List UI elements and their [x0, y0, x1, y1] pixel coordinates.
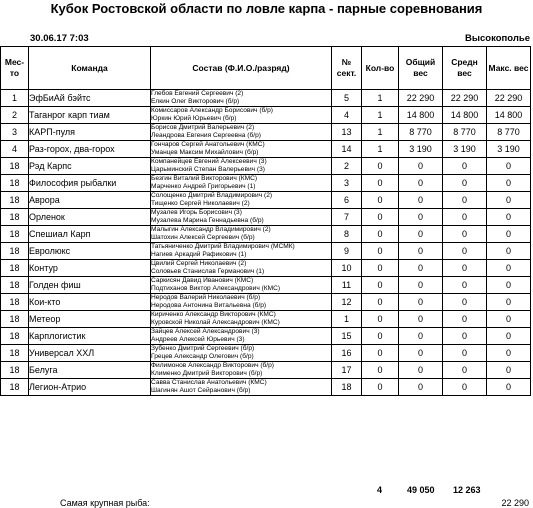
place-cell[interactable]: 18 — [1, 328, 29, 345]
avg-weight-cell[interactable]: 14 800 — [443, 107, 487, 124]
member-name: Царьминский Степан Валерьевич (3) — [151, 166, 265, 173]
table-row — [1, 107, 531, 124]
place-cell[interactable]: 18 — [1, 175, 29, 192]
total-count[interactable]: 4 — [377, 485, 383, 495]
member-name: Безгин Виталий Викторович (КМС) — [151, 175, 258, 182]
avg-weight-cell[interactable]: 3 190 — [443, 141, 487, 158]
place-cell[interactable]: 18 — [1, 362, 29, 379]
team-cell[interactable]: Спешиал Карп — [29, 226, 151, 243]
max-weight-cell[interactable]: 0 — [487, 328, 531, 345]
sector-cell[interactable] — [332, 379, 362, 396]
members-cell[interactable] — [151, 311, 332, 328]
member-name: Куровской Николай Александрович (КМС) — [151, 319, 280, 326]
member-name: Андреев Алексей Юрьевич (3) — [151, 336, 245, 343]
sector-value: 11 — [341, 280, 352, 290]
member-name: Юркин Юрий Юрьевич (б/р) — [151, 115, 237, 122]
members-cell[interactable] — [151, 90, 332, 107]
member-name: Шагинян Ашот Сейранович (б/р) — [151, 387, 251, 394]
member-name: Цвилий Сергей Николаевич (2) — [151, 260, 247, 267]
member-name: Зубенко Дмитрий Сергеевич (б/р) — [151, 345, 255, 352]
sector-value: 8 — [343, 229, 349, 239]
member-name: Марченко Андрей Григорьевич (1) — [151, 183, 256, 190]
member-name: Леандрова Евгения Сергеевна (б/р) — [151, 132, 261, 139]
table-row — [1, 158, 531, 175]
team-cell[interactable]: Философия рыбалки — [29, 175, 151, 192]
total-weight-cell[interactable]: 0 — [399, 175, 443, 192]
table-row — [1, 175, 531, 192]
member-name: Клименко Дмитрий Викторович (б/р) — [151, 370, 263, 377]
team-cell[interactable]: Белуга — [29, 362, 151, 379]
max-weight-cell[interactable]: 0 — [487, 362, 531, 379]
col-header-avg-weight[interactable]: Средн вес — [443, 47, 487, 90]
max-weight-cell[interactable]: 0 — [487, 311, 531, 328]
total-weight-cell[interactable]: 0 — [399, 209, 443, 226]
avg-weight-cell[interactable]: 0 — [443, 226, 487, 243]
avg-weight-cell[interactable]: 0 — [443, 328, 487, 345]
total-weight-cell[interactable]: 0 — [399, 345, 443, 362]
member-name: Кириченко Александр Викторович (КМС) — [151, 311, 276, 318]
max-weight-cell[interactable]: 0 — [487, 192, 531, 209]
avg-weight-cell[interactable]: 22 290 — [443, 90, 487, 107]
avg-weight-cell[interactable]: 0 — [443, 379, 487, 396]
member-name: Елкин Олег Викторович (б/р) — [151, 98, 240, 105]
max-weight-cell[interactable]: 0 — [487, 379, 531, 396]
members-cell[interactable] — [151, 345, 332, 362]
count-cell[interactable]: 0 — [362, 175, 399, 192]
sector-value: 16 — [341, 348, 352, 358]
count-cell[interactable]: 0 — [362, 226, 399, 243]
sector-value: 3 — [343, 178, 349, 188]
team-cell[interactable]: Метеор — [29, 311, 151, 328]
member-name: Борисов Дмитрий Валерьевич (2) — [151, 124, 255, 131]
total-weight-cell[interactable]: 8 770 — [399, 124, 443, 141]
total-weight-cell[interactable]: 0 — [399, 192, 443, 209]
place-cell[interactable]: 18 — [1, 277, 29, 294]
table-row — [1, 345, 531, 362]
table-row — [1, 141, 531, 158]
count-cell[interactable]: 0 — [362, 379, 399, 396]
count-cell[interactable]: 1 — [362, 141, 399, 158]
member-name: Зайцев Алексей Александрович (3) — [151, 328, 260, 335]
max-weight-cell[interactable]: 0 — [487, 226, 531, 243]
sector-cell[interactable] — [332, 209, 362, 226]
sector-value: 12 — [341, 297, 352, 307]
sector-value: 14 — [341, 144, 352, 154]
results-table — [0, 46, 531, 396]
table-row — [1, 226, 531, 243]
sector-value: 17 — [341, 365, 352, 375]
sector-cell[interactable] — [332, 260, 362, 277]
team-cell[interactable]: Голден фиш — [29, 277, 151, 294]
sector-cell[interactable] — [332, 107, 362, 124]
place-cell[interactable]: 3 — [1, 124, 29, 141]
table-row — [1, 124, 531, 141]
avg-weight-cell[interactable]: 0 — [443, 175, 487, 192]
sector-value: 10 — [341, 263, 352, 273]
sector-value: 18 — [341, 382, 352, 392]
avg-weight-cell[interactable]: 8 770 — [443, 124, 487, 141]
member-name: Саркисян Давид Иванович (КМС) — [151, 277, 254, 284]
sector-value: 5 — [343, 93, 349, 103]
sector-cell[interactable] — [332, 294, 362, 311]
avg-weight-cell[interactable]: 0 — [443, 277, 487, 294]
member-name: Уманцев Максим Михайлович (б/р) — [151, 149, 259, 156]
count-cell[interactable]: 0 — [362, 277, 399, 294]
avg-weight-cell[interactable]: 0 — [443, 192, 487, 209]
sector-cell[interactable] — [332, 277, 362, 294]
members-cell[interactable] — [151, 107, 332, 124]
team-cell[interactable]: КАРП-пуля — [29, 124, 151, 141]
sector-cell[interactable] — [332, 192, 362, 209]
team-cell[interactable]: Таганрог карп тиам — [29, 107, 151, 124]
members-cell[interactable] — [151, 175, 332, 192]
member-name: Нагиев Аркадий Рафикович (1) — [151, 251, 247, 258]
max-weight-cell[interactable]: 0 — [487, 260, 531, 277]
max-weight-cell[interactable]: 0 — [487, 277, 531, 294]
table-row — [1, 192, 531, 209]
members-cell[interactable] — [151, 124, 332, 141]
max-weight-cell[interactable]: 3 190 — [487, 141, 531, 158]
total-weight-cell[interactable]: 0 — [399, 294, 443, 311]
member-name: Неродова Антонина Витальевна (б/р) — [151, 302, 267, 309]
table-row — [1, 362, 531, 379]
members-cell[interactable] — [151, 209, 332, 226]
team-cell[interactable]: Рэд Карпс — [29, 158, 151, 175]
team-cell[interactable]: Аврора — [29, 192, 151, 209]
sector-value: 6 — [343, 195, 349, 205]
max-weight-cell[interactable]: 0 — [487, 158, 531, 175]
table-row — [1, 277, 531, 294]
member-name: Глебов Евгений Сергеевич (2) — [151, 90, 244, 97]
count-cell[interactable]: 0 — [362, 243, 399, 260]
sector-value: 1 — [343, 314, 349, 324]
sector-cell[interactable] — [332, 226, 362, 243]
member-name: Подтиханов Виктор Александрович (КМС) — [151, 285, 281, 292]
count-cell[interactable]: 0 — [362, 294, 399, 311]
avg-weight-cell[interactable]: 0 — [443, 209, 487, 226]
sector-cell[interactable] — [332, 175, 362, 192]
members-cell[interactable] — [151, 260, 332, 277]
total-weight-cell[interactable]: 0 — [399, 311, 443, 328]
count-cell[interactable]: 1 — [362, 90, 399, 107]
sector-value: 4 — [343, 110, 349, 120]
members-cell[interactable] — [151, 243, 332, 260]
col-header-total-weight[interactable]: Общий вес — [399, 47, 443, 90]
team-cell[interactable]: Евролюкс — [29, 243, 151, 260]
team-cell[interactable]: Карплогистик — [29, 328, 151, 345]
table-row — [1, 379, 531, 396]
max-weight-cell[interactable]: 0 — [487, 175, 531, 192]
max-weight-cell[interactable]: 0 — [487, 209, 531, 226]
count-cell[interactable]: 0 — [362, 362, 399, 379]
place-cell[interactable]: 18 — [1, 311, 29, 328]
total-weight-cell[interactable]: 0 — [399, 226, 443, 243]
members-cell[interactable] — [151, 294, 332, 311]
total-avg-weight[interactable]: 12 263 — [453, 485, 481, 495]
member-name: Тищенко Сергей Николаевич (2) — [151, 200, 250, 207]
sector-cell[interactable] — [332, 328, 362, 345]
col-header-count[interactable]: Кол-во — [362, 47, 399, 90]
team-cell[interactable]: Кои-кто — [29, 294, 151, 311]
members-cell[interactable] — [151, 226, 332, 243]
sector-cell[interactable] — [332, 362, 362, 379]
sector-value: 7 — [343, 212, 349, 222]
member-name: Неродов Валерий Николаевич (б/р) — [151, 294, 261, 301]
team-cell[interactable]: Контур — [29, 260, 151, 277]
place-cell[interactable]: 18 — [1, 379, 29, 396]
place-cell[interactable]: 2 — [1, 107, 29, 124]
table-row — [1, 243, 531, 260]
total-weight-cell[interactable]: 0 — [399, 158, 443, 175]
count-cell[interactable]: 0 — [362, 209, 399, 226]
member-name: Компанейцев Евгений Алексеевич (3) — [151, 158, 267, 165]
max-weight-cell[interactable]: 8 770 — [487, 124, 531, 141]
place-cell[interactable]: 18 — [1, 158, 29, 175]
members-cell[interactable] — [151, 192, 332, 209]
member-name: Малыгин Александр Владимирович (2) — [151, 226, 271, 233]
header-row — [1, 47, 531, 90]
count-cell[interactable]: 0 — [362, 192, 399, 209]
team-cell[interactable]: Универсал ХХЛ — [29, 345, 151, 362]
sector-value: 15 — [341, 331, 352, 341]
member-name: Шатохин Алексей Сергеевич (б/р) — [151, 234, 255, 241]
max-weight-cell[interactable]: 14 800 — [487, 107, 531, 124]
avg-weight-cell[interactable]: 0 — [443, 362, 487, 379]
sector-cell[interactable] — [332, 311, 362, 328]
sector-cell[interactable] — [332, 158, 362, 175]
total-weight-cell[interactable]: 0 — [399, 277, 443, 294]
place-cell[interactable]: 18 — [1, 243, 29, 260]
team-cell[interactable]: Легион-Атрио — [29, 379, 151, 396]
team-cell[interactable]: Орленок — [29, 209, 151, 226]
team-cell[interactable]: ЭфБиАй бэйтс — [29, 90, 151, 107]
col-header-max-weight[interactable]: Макс. вес — [487, 47, 531, 90]
col-header-members[interactable]: Состав (Ф.И.О./разряд) — [151, 47, 332, 90]
members-cell[interactable] — [151, 277, 332, 294]
member-name: Музалева Марина Геннадьевна (б/р) — [151, 217, 264, 224]
place-cell[interactable]: 18 — [1, 192, 29, 209]
count-cell[interactable]: 0 — [362, 311, 399, 328]
total-weight-cell[interactable]: 0 — [399, 243, 443, 260]
member-name: Солощенко Дмитрий Владимирович (2) — [151, 192, 273, 199]
biggest-fish-label: Самая крупная рыба: — [60, 498, 150, 508]
place-cell[interactable]: 18 — [1, 345, 29, 362]
sector-cell[interactable] — [332, 90, 362, 107]
avg-weight-cell[interactable]: 0 — [443, 294, 487, 311]
total-weight-cell[interactable]: 3 190 — [399, 141, 443, 158]
count-cell[interactable]: 0 — [362, 260, 399, 277]
total-weight-cell[interactable]: 14 800 — [399, 107, 443, 124]
avg-weight-cell[interactable]: 0 — [443, 345, 487, 362]
count-cell[interactable]: 0 — [362, 345, 399, 362]
max-weight-cell[interactable]: 0 — [487, 243, 531, 260]
member-name: Соловьев Станислав Германович (1) — [151, 268, 265, 275]
report-date: 30.06.17 7:03 — [30, 33, 89, 44]
count-cell[interactable]: 0 — [362, 328, 399, 345]
col-header-place[interactable]: Мес-то — [1, 47, 29, 90]
avg-weight-cell[interactable]: 0 — [443, 158, 487, 175]
count-cell[interactable]: 1 — [362, 107, 399, 124]
member-name: Савва Станислав Анатольевич (КМС) — [151, 379, 267, 386]
total-weight-cell[interactable]: 0 — [399, 362, 443, 379]
page-title: Кубок Ростовской области по ловле карпа - парные соревнования — [50, 1, 483, 16]
place-cell[interactable]: 18 — [1, 226, 29, 243]
col-header-team[interactable]: Команда — [29, 47, 151, 90]
member-name: Филимонов Александр Викторович (б/р) — [151, 362, 275, 369]
total-weight-cell[interactable]: 22 290 — [399, 90, 443, 107]
sector-value: 2 — [343, 161, 349, 171]
member-name: Комиссаров Александр Борисович (б/р) — [151, 107, 273, 114]
table-row — [1, 90, 531, 107]
table-row — [1, 328, 531, 345]
place-cell[interactable]: 18 — [1, 294, 29, 311]
total-weight-cell[interactable]: 0 — [399, 379, 443, 396]
member-name: Гончаров Сергей Анатольевич (КМС) — [151, 141, 265, 148]
members-cell[interactable] — [151, 141, 332, 158]
max-weight-cell[interactable]: 0 — [487, 345, 531, 362]
location-label: Высокополье — [465, 33, 530, 44]
members-cell[interactable] — [151, 379, 332, 396]
member-name: Грецев Александр Олегович (б/р) — [151, 353, 254, 360]
member-name: Музалев Игорь Борисович (3) — [151, 209, 242, 216]
max-weight-cell[interactable]: 22 290 — [487, 90, 531, 107]
table-row — [1, 294, 531, 311]
table-row — [1, 311, 531, 328]
place-cell[interactable]: 18 — [1, 209, 29, 226]
total-weight-sum[interactable]: 49 050 — [407, 485, 435, 495]
place-cell[interactable]: 1 — [1, 90, 29, 107]
members-cell[interactable] — [151, 158, 332, 175]
col-header-sector[interactable]: № сект. — [332, 47, 362, 90]
sector-cell[interactable] — [332, 141, 362, 158]
total-weight-cell[interactable]: 0 — [399, 328, 443, 345]
place-cell[interactable]: 18 — [1, 260, 29, 277]
count-cell[interactable]: 1 — [362, 124, 399, 141]
team-cell[interactable]: Раз-горох, два-горох — [29, 141, 151, 158]
total-weight-cell[interactable]: 0 — [399, 260, 443, 277]
table-row — [1, 260, 531, 277]
biggest-fish-value[interactable]: 22 290 — [501, 498, 529, 508]
sector-cell[interactable] — [332, 124, 362, 141]
sector-cell[interactable] — [332, 345, 362, 362]
avg-weight-cell[interactable]: 0 — [443, 311, 487, 328]
count-cell[interactable]: 0 — [362, 158, 399, 175]
members-cell[interactable] — [151, 362, 332, 379]
sector-value: 13 — [341, 127, 352, 137]
sector-cell[interactable] — [332, 243, 362, 260]
place-cell[interactable]: 4 — [1, 141, 29, 158]
avg-weight-cell[interactable]: 0 — [443, 243, 487, 260]
table-row — [1, 209, 531, 226]
member-name: Татьяниченко Дмитрий Владимирович (МСМК) — [151, 243, 295, 250]
members-cell[interactable] — [151, 328, 332, 345]
max-weight-cell[interactable]: 0 — [487, 294, 531, 311]
avg-weight-cell[interactable]: 0 — [443, 260, 487, 277]
sector-value: 9 — [343, 246, 349, 256]
